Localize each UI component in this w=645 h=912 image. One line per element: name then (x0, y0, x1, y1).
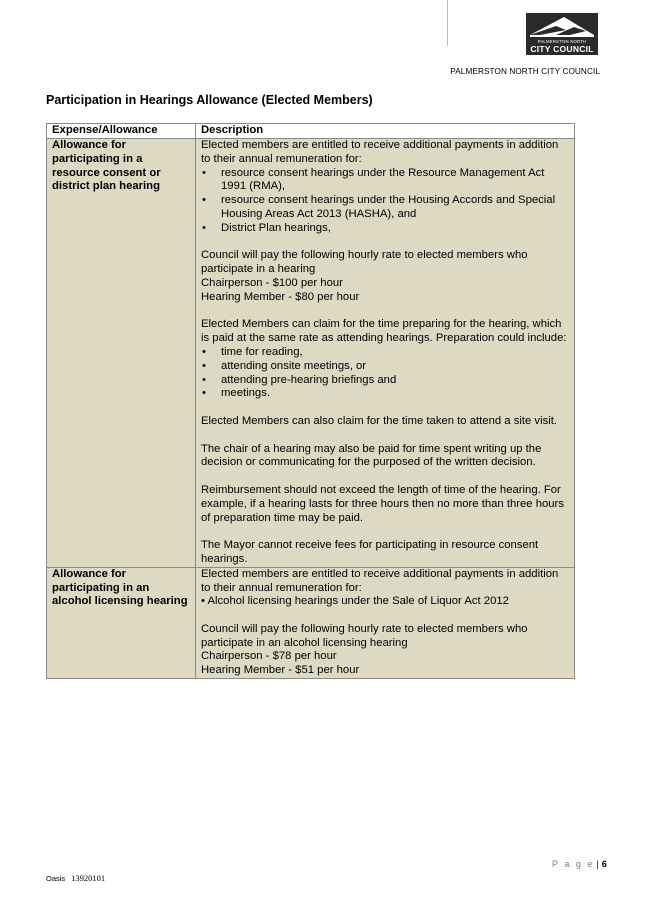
document-reference (46, 873, 105, 883)
logo-text-main: CITY COUNCIL (530, 44, 594, 54)
paragraph: The Mayor cannot receive fees for participating in resource consent hearings. (201, 539, 539, 565)
doc-number: 13920101 (71, 873, 106, 883)
page-label: P a g e (552, 859, 595, 869)
list-item: • attending pre-hearing briefings and (201, 374, 570, 388)
council-logo (526, 13, 598, 55)
paragraph: Elected Members can claim for the time preparing for the hearing, which is paid at the same rate as attending hearings. Preparation could include: (201, 318, 567, 345)
rate-hearing-member: Hearing Member - $80 per hour (201, 290, 360, 303)
page-title: Participation in Hearings Allowance (Elected Members) (46, 93, 373, 107)
rate-chairperson: Chairperson - $78 per hour (201, 650, 337, 663)
rate-hearing-member: Hearing Member - $51 per hour (201, 664, 360, 677)
paragraph: Elected members are entitled to receive additional payments in addition to their annual remuneration for: (201, 567, 559, 594)
paragraph: The chair of a hearing may also be paid for time spent writing up the decision or communicating for the purposed of the written decision. (201, 442, 542, 469)
list-item: • resource consent hearings under the Housing Accords and Special Housing Areas Act 2013 (HASHA), and (201, 194, 570, 222)
header-expense: Expense/Allowance (47, 124, 196, 139)
header-description: Description (196, 124, 575, 139)
table-row (47, 139, 575, 568)
allowance-table (46, 123, 575, 679)
page-number (552, 859, 607, 869)
header-divider (447, 0, 448, 46)
list-item: • District Plan hearings, (201, 222, 570, 236)
paragraph: Reimbursement should not exceed the length of time of the hearing. For example, if a hearing lasts for three hours then no more than three hours of preparation time may be paid. (201, 483, 564, 524)
list-item: • meetings. (201, 387, 570, 401)
organization-name: PALMERSTON NORTH CITY COUNCIL (450, 67, 600, 76)
page-number-value: 6 (601, 859, 607, 869)
paragraph: Council will pay the following hourly rate to elected members who participate in an alcohol licensing hearing (201, 622, 528, 649)
description-cell (196, 567, 575, 678)
list-item: • time for reading, (201, 346, 570, 360)
doc-system: Oasis (46, 874, 66, 883)
description-cell (196, 139, 575, 568)
page-separator: | (596, 859, 599, 869)
logo-emblem-icon (526, 13, 598, 39)
paragraph: Elected members are entitled to receive additional payments in addition to their annual remuneration for: (201, 139, 559, 165)
table-header-row (47, 124, 575, 139)
expense-cell: Allowance for participating in a resource consent or district plan hearing (47, 139, 196, 568)
list-item: • attending onsite meetings, or (201, 360, 570, 374)
paragraph: Elected Members can also claim for the time taken to attend a site visit. (201, 414, 558, 427)
rate-chairperson: Chairperson - $100 per hour (201, 276, 343, 289)
table-row (47, 567, 575, 678)
list-item: • resource consent hearings under the Resource Management Act 1991 (RMA), (201, 167, 570, 195)
bullet-list (201, 167, 570, 236)
paragraph: Council will pay the following hourly rate to elected members who participate in a hearing (201, 249, 528, 276)
logo-text-top: PALMERSTON NORTH (537, 39, 587, 44)
paragraph: • Alcohol licensing hearings under the Sale of Liquor Act 2012 (201, 595, 509, 608)
bullet-list (201, 346, 570, 401)
expense-cell: Allowance for participating in an alcohol licensing hearing (47, 567, 196, 678)
